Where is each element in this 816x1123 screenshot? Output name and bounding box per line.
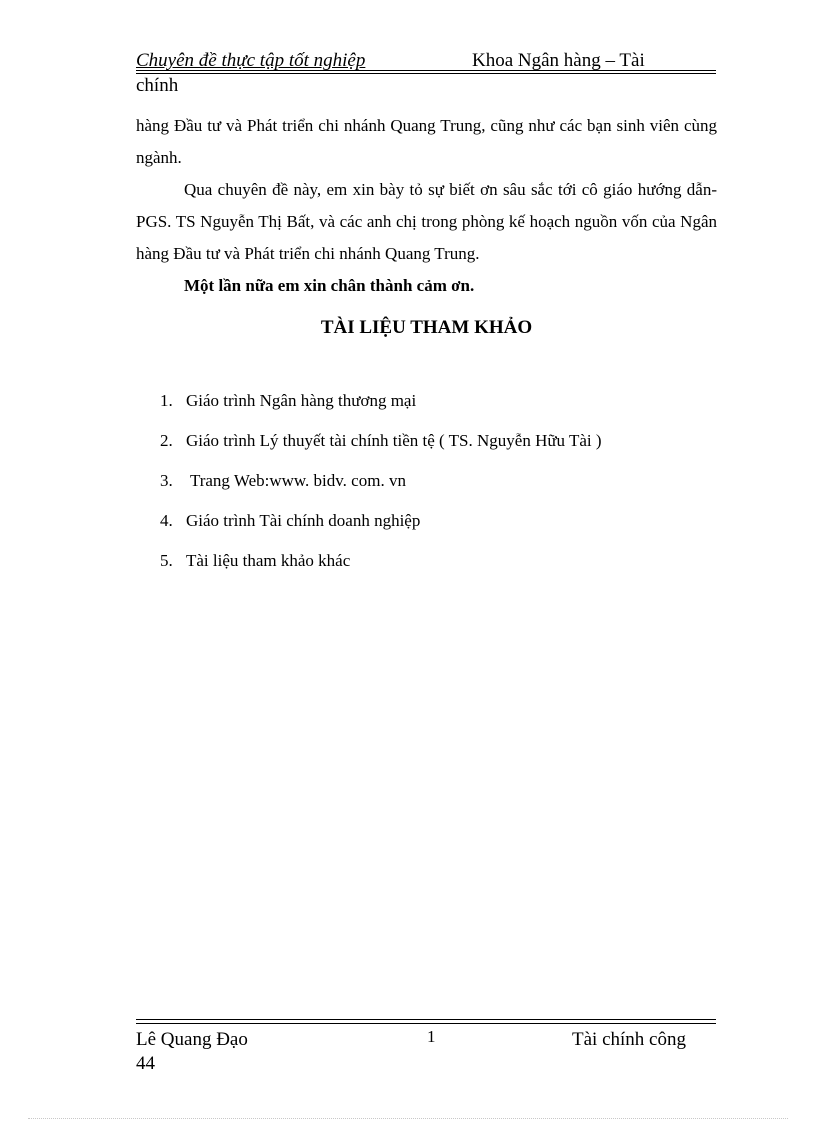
page-boundary xyxy=(28,1118,788,1119)
reference-text: Giáo trình Ngân hàng thương mại xyxy=(186,391,417,410)
footer-rule xyxy=(136,1019,716,1020)
reference-text: Trang Web:www. bidv. com. vn xyxy=(186,471,406,490)
header-department: Khoa Ngân hàng – Tài xyxy=(472,50,645,71)
reference-number: 4. xyxy=(160,511,173,530)
page-number: 1 xyxy=(427,1027,436,1046)
header-rule xyxy=(136,70,716,71)
footer-class-wrap: 44 xyxy=(136,1053,155,1074)
body-paragraph-2: Qua chuyên đề này, em xin bày tỏ sự biết ơn sâu sắc tới cô giáo hướng dẫn-PGS. TS Nguyễn Thị Bất, và các anh chị trong phòng kế hoạch nguồn vốn của Ngân hàng Đầu tư và Phát triển chi nhánh Quang Trung. xyxy=(136,180,717,263)
reference-item xyxy=(160,508,602,548)
reference-number: 3. xyxy=(160,471,173,490)
reference-item xyxy=(160,548,602,588)
reference-item xyxy=(160,468,602,508)
footer-rule-double xyxy=(136,1023,716,1024)
footer-author: Lê Quang Đạo xyxy=(136,1029,248,1050)
references-heading: TÀI LIỆU THAM KHẢO xyxy=(320,317,533,338)
reference-item xyxy=(160,388,602,428)
reference-text: Giáo trình Lý thuyết tài chính tiền tệ ( TS. Nguyễn Hữu Tài ) xyxy=(186,431,602,450)
reference-text: Giáo trình Tài chính doanh nghiệp xyxy=(186,511,421,530)
header-title: Chuyên đề thực tập tốt nghiệp xyxy=(136,50,366,71)
reference-number: 1. xyxy=(160,391,173,410)
body-paragraph-1: hàng Đầu tư và Phát triển chi nhánh Quang Trung, cũng như các bạn sinh viên cùng ngành. xyxy=(136,116,717,167)
footer-class-name: Tài chính công xyxy=(572,1029,686,1050)
reference-item xyxy=(160,428,602,468)
header-rule-double xyxy=(136,73,716,74)
references-list xyxy=(160,388,602,588)
thanks-line: Một lần nữa em xin chân thành cảm ơn. xyxy=(184,276,475,295)
reference-number: 5. xyxy=(160,551,173,570)
reference-text: Tài liệu tham khảo khác xyxy=(186,551,351,570)
reference-number: 2. xyxy=(160,431,173,450)
header-department-wrap: chính xyxy=(136,75,179,96)
